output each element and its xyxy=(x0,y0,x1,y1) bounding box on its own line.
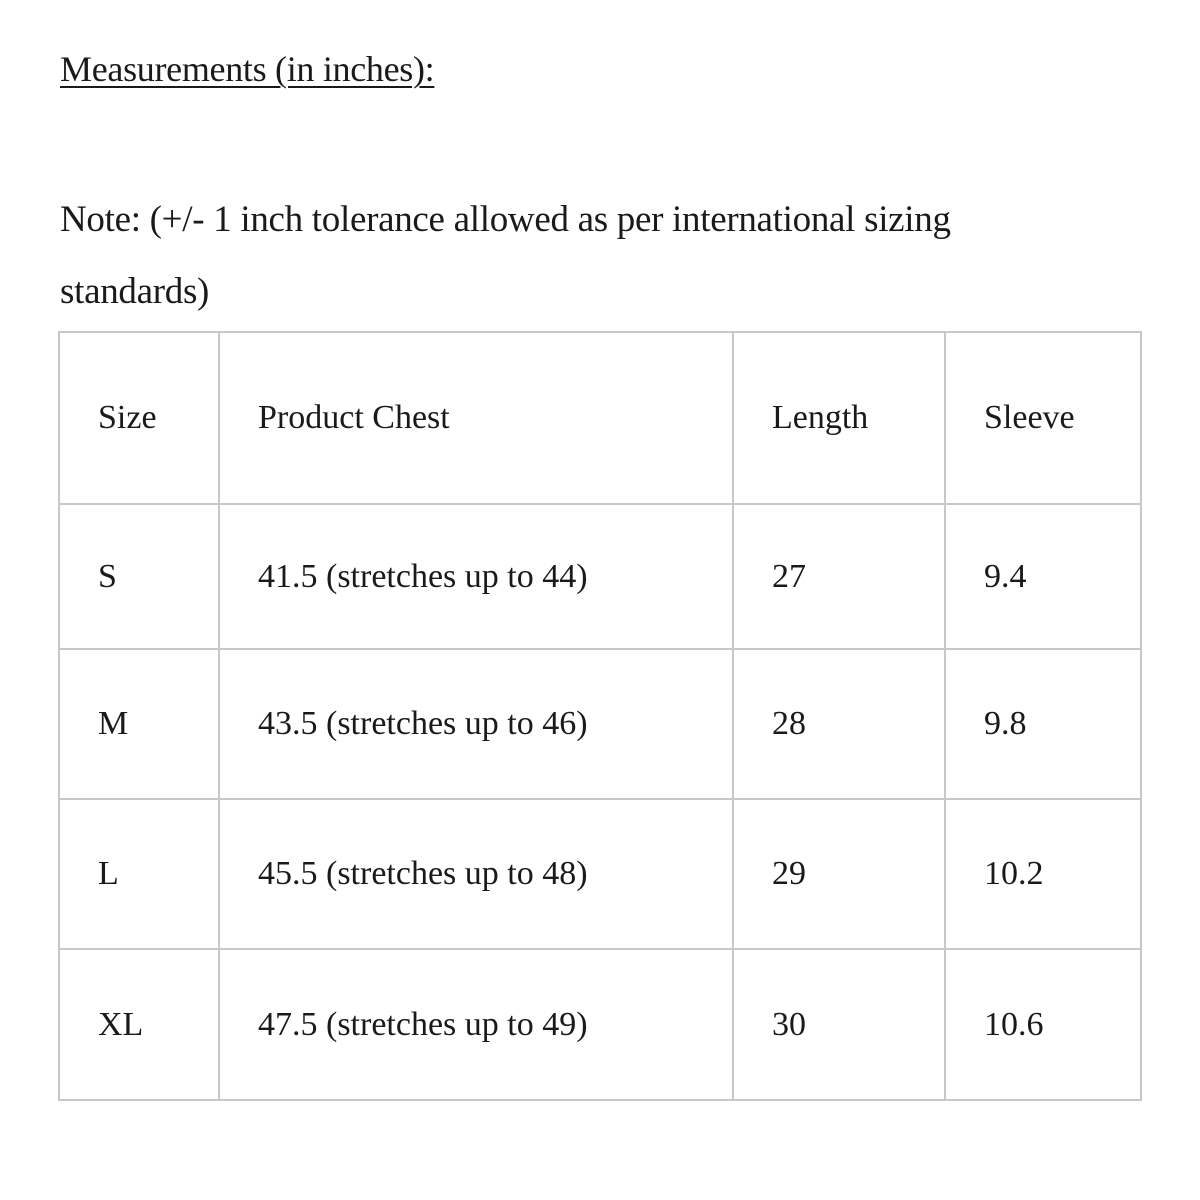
header-size: Size xyxy=(59,332,219,504)
cell-length: 28 xyxy=(733,649,945,799)
cell-product-chest: 43.5 (stretches up to 46) xyxy=(219,649,733,799)
cell-product-chest: 45.5 (stretches up to 48) xyxy=(219,799,733,949)
cell-size: L xyxy=(59,799,219,949)
cell-product-chest: 47.5 (stretches up to 49) xyxy=(219,949,733,1100)
table-row xyxy=(59,799,1141,949)
cell-size: XL xyxy=(59,949,219,1100)
table-header-row xyxy=(59,332,1141,504)
header-length: Length xyxy=(733,332,945,504)
header-product-chest: Product Chest xyxy=(219,332,733,504)
cell-product-chest: 41.5 (stretches up to 44) xyxy=(219,504,733,649)
cell-size: S xyxy=(59,504,219,649)
cell-sleeve: 9.4 xyxy=(945,504,1141,649)
cell-length: 27 xyxy=(733,504,945,649)
table-row xyxy=(59,504,1141,649)
measurements-heading: Measurements (in inches): xyxy=(60,49,435,89)
tolerance-note: Note: (+/- 1 inch tolerance allowed as per international sizing standards) xyxy=(60,199,951,312)
cell-sleeve: 10.2 xyxy=(945,799,1141,949)
cell-sleeve: 9.8 xyxy=(945,649,1141,799)
table-row xyxy=(59,949,1141,1100)
header-sleeve: Sleeve xyxy=(945,332,1141,504)
cell-sleeve: 10.6 xyxy=(945,949,1141,1100)
cell-length: 30 xyxy=(733,949,945,1100)
cell-length: 29 xyxy=(733,799,945,949)
cell-size: M xyxy=(59,649,219,799)
table-row xyxy=(59,649,1141,799)
size-chart-table xyxy=(58,331,1142,1101)
